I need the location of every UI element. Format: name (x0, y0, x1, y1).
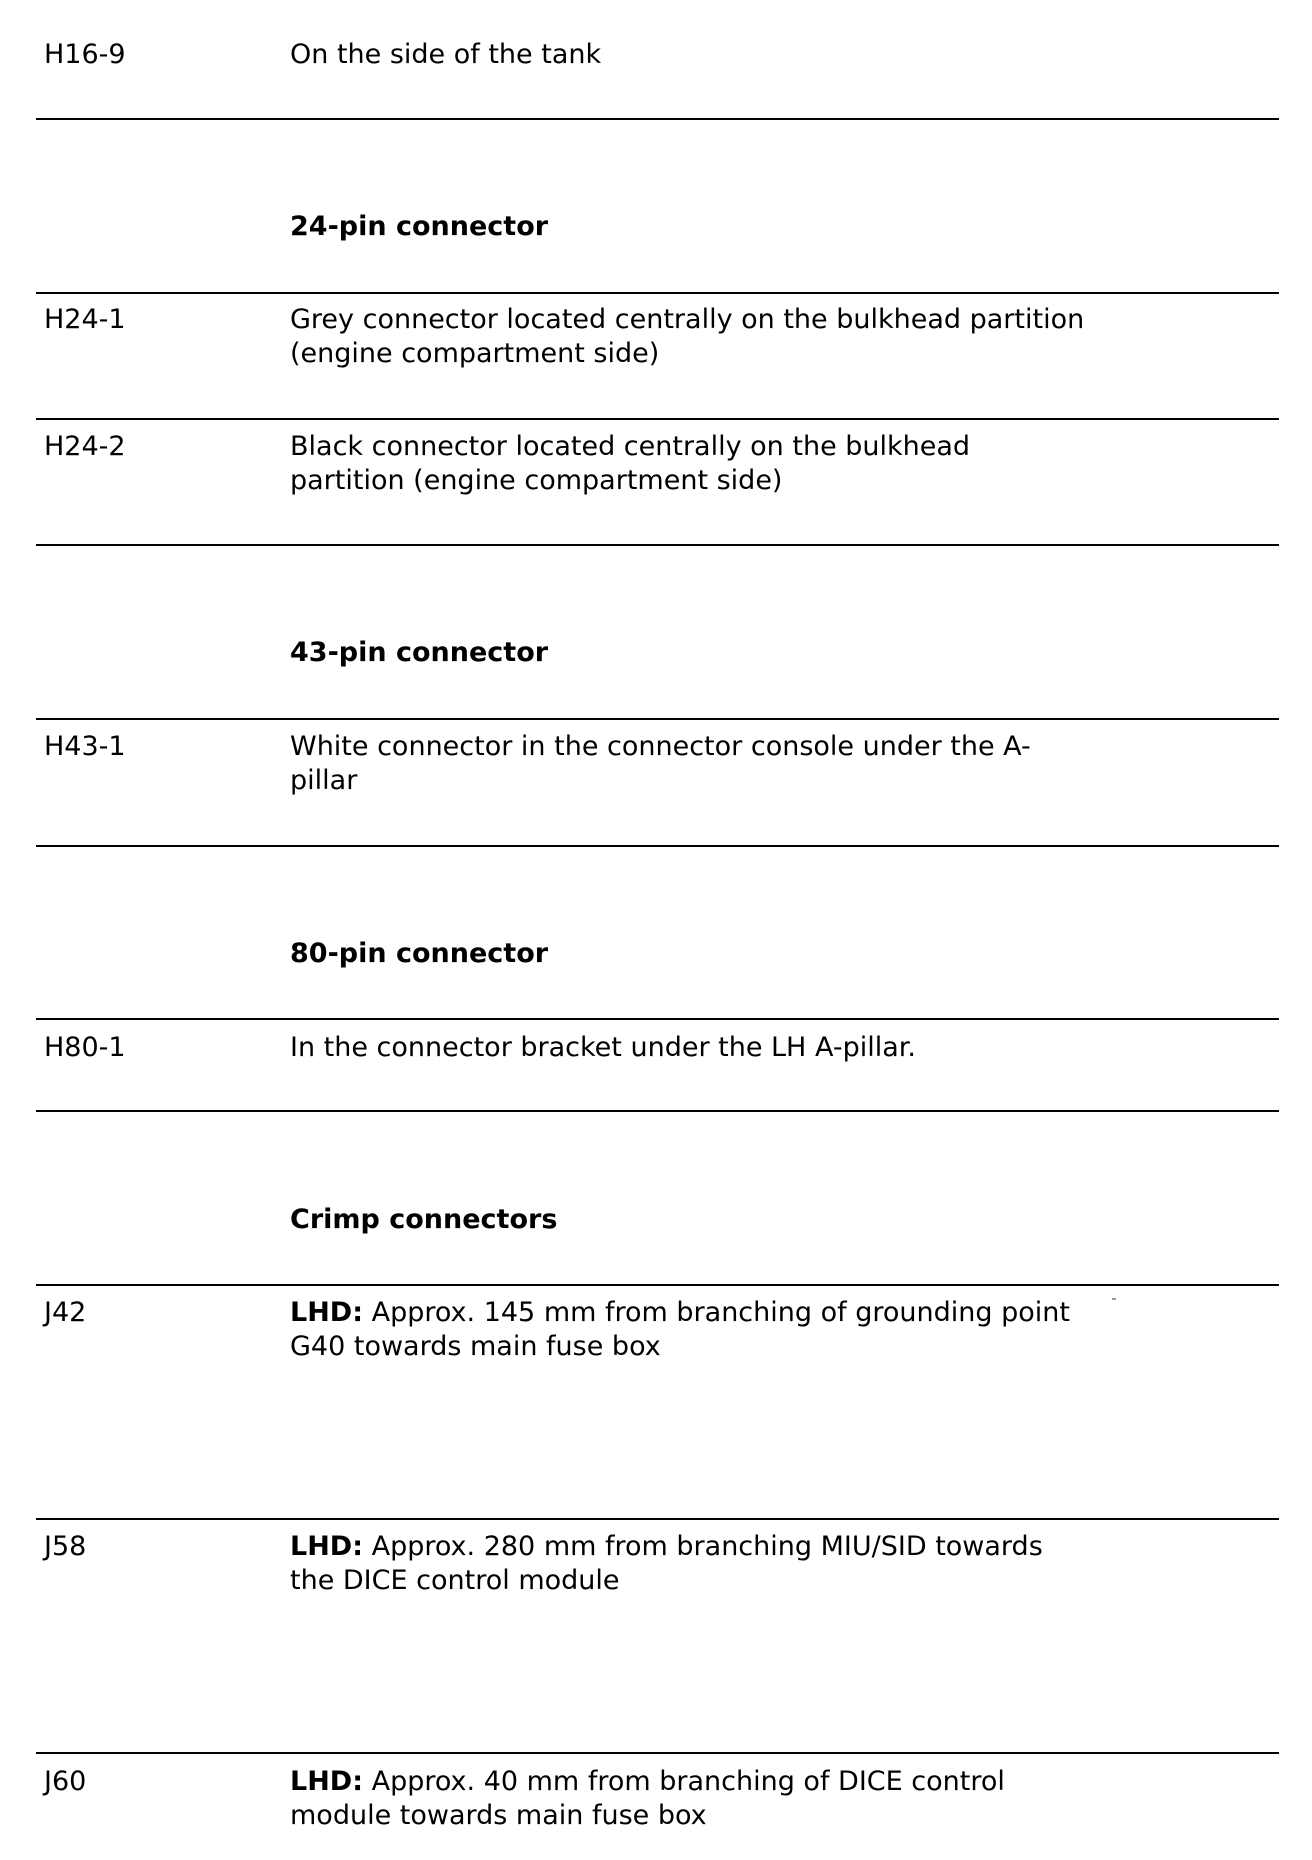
row-label: LHD: (290, 1531, 364, 1562)
row-divider (36, 1018, 1279, 1020)
row-description (290, 1530, 1090, 1598)
row-description (290, 1296, 1090, 1364)
row-divider (36, 118, 1279, 120)
row-code: J42 (44, 1297, 87, 1328)
row-code: H16-9 (44, 39, 126, 70)
row-divider (36, 1752, 1279, 1754)
section-heading-43-pin: 43-pin connector (290, 637, 549, 668)
row-divider (36, 1518, 1279, 1520)
row-code: H43-1 (44, 731, 126, 762)
row-description: In the connector bracket under the LH A-pillar. (290, 1032, 916, 1063)
row-code: J58 (44, 1531, 87, 1562)
row-divider (36, 418, 1279, 420)
row-divider (36, 292, 1279, 294)
section-heading-80-pin: 80-pin connector (290, 938, 549, 969)
row-divider (36, 544, 1279, 546)
row-code: J60 (44, 1766, 87, 1797)
row-description: Grey connector located centrally on the bulkhead partition (engine compartment side) (290, 304, 1085, 369)
row-description (290, 1765, 1090, 1833)
section-heading-crimp: Crimp connectors (290, 1204, 558, 1235)
row-description-text: Approx. 145 mm from branching of grounding point G40 towards main fuse box (290, 1297, 1070, 1362)
row-divider (36, 845, 1279, 847)
scan-speck (1112, 1298, 1116, 1300)
section-heading-24-pin: 24-pin connector (290, 211, 549, 242)
row-code: H24-2 (44, 431, 126, 462)
row-label: LHD: (290, 1297, 364, 1328)
row-divider (36, 718, 1279, 720)
row-description-text: Approx. 40 mm from branching of DICE control module towards main fuse box (290, 1766, 1005, 1831)
row-description-text: Approx. 280 mm from branching MIU/SID towards the DICE control module (290, 1531, 1043, 1596)
row-label: LHD: (290, 1766, 364, 1797)
row-description: Black connector located centrally on the bulkhead partition (engine compartment side) (290, 431, 971, 496)
row-divider (36, 1110, 1279, 1112)
row-description: On the side of the tank (290, 39, 602, 70)
row-divider (36, 1284, 1279, 1286)
row-description: White connector in the connector console under the A-pillar (290, 731, 1031, 796)
row-code: H80-1 (44, 1032, 126, 1063)
row-code: H24-1 (44, 304, 126, 335)
